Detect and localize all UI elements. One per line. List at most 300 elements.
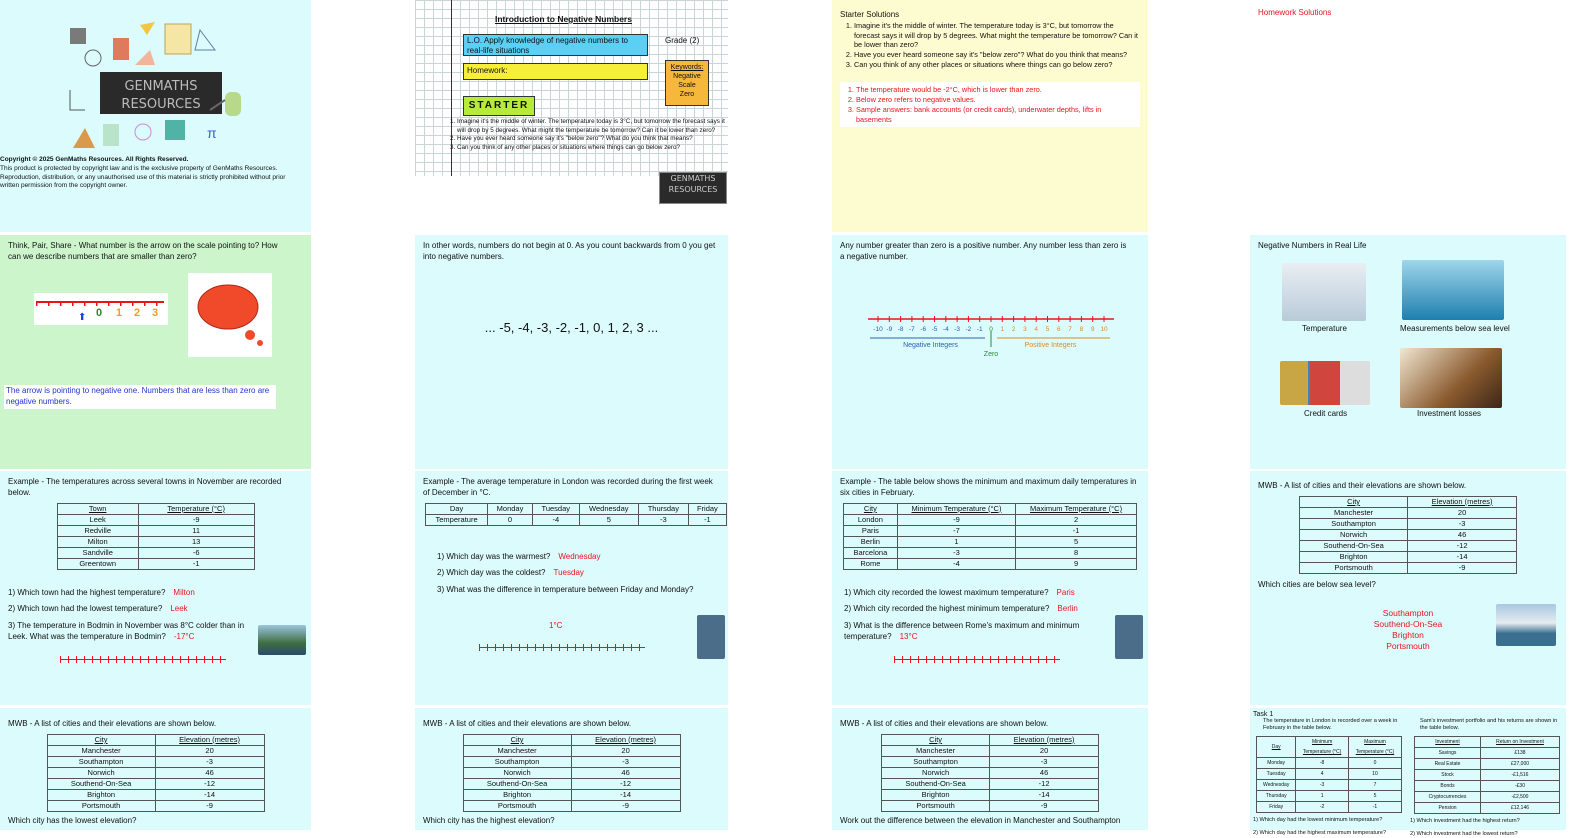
small-number-line	[894, 655, 1060, 671]
calculator-icon	[113, 38, 129, 60]
table-cell: Cryptocurrencies	[1415, 792, 1481, 803]
table-row	[463, 767, 680, 778]
real-life-label: Investment losses	[1417, 409, 1482, 418]
slide-example-towns	[0, 471, 311, 705]
table-cell: 7	[1348, 780, 1401, 791]
slide-mwb-highest	[415, 708, 728, 830]
set-square-icon	[140, 22, 155, 35]
task1-left: The temperature in London is recorded over a week in February in the table below. Day Minimum Temperature (°C) Maximum Temperature (°C) Monday -8 0 Tuesday 4 10 Wednesday -3 7 Thursday 1 5 Friday -2 -1 1) Which day had the lowest minimum temperature? 2) Which day had the highest maximum temperature?	[1253, 718, 1405, 837]
keywords-box	[665, 60, 709, 106]
thermometer-snow-icon	[697, 615, 725, 659]
table-row	[882, 767, 1099, 778]
small-number-line	[60, 655, 226, 671]
question: 2) Which town had the lowest temperature?	[8, 604, 163, 614]
table-row	[47, 745, 264, 756]
table-row	[1257, 780, 1402, 791]
learning-objective: L.O. Apply knowledge of negative numbers to real-life situations	[463, 34, 648, 56]
homework-solutions-title: Homework Solutions	[1258, 8, 1332, 17]
table-row	[1415, 759, 1560, 770]
table-cell: Wednesday	[1257, 780, 1296, 791]
table-cell: Rome	[844, 558, 898, 569]
table-row	[1300, 551, 1517, 562]
table-cell: Friday	[1257, 802, 1296, 813]
question: 3) The temperature in Bodmin in November was 8°C colder than in Leek. What was the temperature in Bodmin?	[8, 621, 245, 641]
table-cell: Pension	[1415, 803, 1481, 814]
table-cell: 0	[488, 514, 533, 525]
table-cell: 0	[1348, 758, 1401, 769]
table-cell: Tuesday	[532, 503, 579, 514]
table-cell: 5	[579, 514, 638, 525]
scale-card	[34, 293, 168, 325]
table-cell: Manchester	[47, 745, 155, 756]
tick-label: 8	[1079, 326, 1084, 333]
integer-number-line	[866, 311, 1116, 371]
table-cell: -6	[138, 547, 254, 558]
example-cities-intro: Example - The table below shows the minimum and maximum daily temperatures in six cities in February.	[840, 477, 1137, 497]
slide-example-cities	[832, 471, 1148, 705]
mwb-intro: MWB - A list of cities and their elevations are shown below.	[840, 719, 1049, 728]
table-cell: 2	[1016, 514, 1137, 525]
cylinder-icon	[225, 92, 241, 116]
answer: Milton	[173, 587, 195, 597]
question: 1) Which day had the lowest minimum temperature?	[1253, 817, 1383, 823]
answer: Wednesday	[558, 551, 601, 561]
table-cell: -9	[1408, 562, 1517, 573]
homework-box: Homework:	[463, 63, 648, 80]
table-row	[1257, 758, 1402, 769]
table-row	[844, 536, 1137, 547]
slide-think-pair-share	[0, 235, 311, 469]
table-row	[57, 547, 254, 558]
zero-label: Zero	[983, 351, 999, 358]
real-life-label: Credit cards	[1304, 409, 1348, 418]
table-cell: Thursday	[638, 503, 688, 514]
protractor-icon	[85, 50, 101, 66]
table-cell: -9	[990, 800, 1099, 811]
table-cell: Paris	[844, 525, 898, 536]
real-life-label: Temperature	[1302, 324, 1347, 333]
london-feb-table	[1256, 736, 1402, 813]
starter-question: 1. Imagine it's the middle of winter. The temperature today is 3°C, but tomorrow the forecast says it will drop by 5 degrees. What might the temperature be tomorrow? Can it be lower than zero?	[457, 118, 735, 135]
elevation-table	[47, 734, 265, 812]
tick-label: -9	[886, 326, 893, 333]
table-cell: 1	[1296, 791, 1349, 802]
table-row	[1415, 792, 1560, 803]
svg-text:RESOURCES: RESOURCES	[121, 97, 201, 112]
table-cell: Real Estate	[1415, 759, 1481, 770]
other-words-text: In other words, numbers do not begin at 0. As you count backwards from 0 you get into negative numbers.	[423, 241, 716, 261]
table-row	[882, 756, 1099, 767]
table-row	[882, 778, 1099, 789]
question: 1) Which city recorded the lowest maximum temperature?	[844, 587, 1049, 597]
slide-real-life	[1250, 235, 1566, 469]
table-header: City	[1300, 496, 1408, 507]
answer: Berlin	[1057, 604, 1078, 614]
investment-photo	[1400, 348, 1502, 408]
table-cell: 5	[1348, 791, 1401, 802]
table-row	[844, 514, 1137, 525]
starter-answers	[842, 85, 1138, 124]
table-cell: Savings	[1415, 748, 1481, 759]
question: 2. Have you ever heard someone say it's "below zero"? What do you think that means?	[854, 50, 1140, 60]
table-cell: 46	[155, 767, 264, 778]
table-cell: -4	[897, 558, 1015, 569]
table-row	[57, 558, 254, 569]
table-cell: -3	[1296, 780, 1349, 791]
table-cell: -9	[138, 514, 254, 525]
tick-label: 7	[1068, 326, 1072, 333]
table-row	[844, 547, 1137, 558]
table-header: Minimum Temperature (°C)	[1296, 737, 1349, 758]
slide-homework-solutions	[1250, 0, 1566, 232]
table-row	[47, 778, 264, 789]
axes-icon	[70, 90, 85, 110]
table-row	[844, 525, 1137, 536]
table-cell: -1	[138, 558, 254, 569]
tick-label: 2	[1011, 326, 1016, 333]
table-cell: -12	[1408, 540, 1517, 551]
table-cell: 4	[1296, 769, 1349, 780]
example-london-intro: Example - The average temperature in London was recorded during the first week of December in °C.	[423, 477, 713, 497]
table-header: Day	[1257, 737, 1296, 758]
question: 3) What is the difference between Rome's maximum and minimum temperature?	[844, 621, 1080, 641]
answer: 3. Sample answers: bank accounts (or credit cards), underwater depths, lifts in basements	[856, 105, 1138, 125]
table-cell: 46	[1408, 529, 1517, 540]
negative-integers-label: Negative Integers	[903, 342, 958, 349]
table-cell: Brighton	[463, 789, 571, 800]
think-pair-prompt: Think, Pair, Share - What number is the arrow on the scale pointing to? How can we describe numbers that are smaller than zero?	[8, 241, 278, 261]
table-cell: -2	[1296, 802, 1349, 813]
table-header: Return on Investment	[1480, 737, 1559, 748]
table-cell: -9	[155, 800, 264, 811]
slide-example-london	[415, 471, 728, 705]
table-cell: -£1,516	[1480, 770, 1559, 781]
question: 3. Can you think of any other places or situations where things can go below zero?	[854, 60, 1140, 70]
pyramid-solid-icon	[73, 128, 95, 148]
table-cell: £27,000	[1480, 759, 1559, 770]
london-table	[425, 503, 727, 526]
table-cell: Manchester	[463, 745, 571, 756]
table-header: City	[882, 734, 990, 745]
tick-label: -10	[873, 326, 883, 333]
underwater-photo	[1402, 260, 1504, 320]
table-cell: Southampton	[1300, 518, 1408, 529]
table-cell: -1	[1016, 525, 1137, 536]
mwb-question: Work out the difference between the elevation in Manchester and Southampton	[840, 815, 1121, 825]
table-header: City	[463, 734, 571, 745]
table-cell: Barcelona	[844, 547, 898, 558]
small-number-line	[479, 643, 645, 659]
table-row	[1300, 540, 1517, 551]
table-cell: Portsmouth	[47, 800, 155, 811]
table-cell: 46	[571, 767, 680, 778]
table-cell: -4	[532, 514, 579, 525]
table-cell: Thursday	[1257, 791, 1296, 802]
table-row	[463, 789, 680, 800]
table-cell: Milton	[57, 536, 138, 547]
math-icons-cluster	[55, 20, 345, 170]
tick-label: 9	[1090, 326, 1095, 333]
table-cell: Brighton	[882, 789, 990, 800]
answer: 2. Below zero refers to negative values.	[856, 95, 1138, 105]
table-cell: -1	[688, 514, 726, 525]
elevation-table	[463, 734, 681, 812]
coast-photo	[1496, 604, 1556, 646]
keywords-title: Keywords:	[670, 64, 704, 71]
investment-table	[1414, 736, 1560, 814]
tick-label: -2	[965, 326, 972, 333]
slide-mwb-difference	[832, 708, 1148, 830]
table-row	[463, 778, 680, 789]
thought-bubble-icon	[188, 273, 272, 357]
table-cell: -12	[990, 778, 1099, 789]
towns-table: Town Temperature (°C) Leek -9 Redville 11 Milton 13 Sandville -6 Greentown -1	[57, 503, 255, 570]
elevation-table	[881, 734, 1099, 812]
question: 2) Which city recorded the highest minimum temperature?	[844, 604, 1050, 614]
table-cell: Stock	[1415, 770, 1481, 781]
svg-text:GENMATHS: GENMATHS	[124, 79, 198, 94]
positive-integers-label: Positive Integers	[1024, 342, 1077, 349]
table-cell: Monday	[1257, 758, 1296, 769]
table-row	[882, 800, 1099, 811]
table-cell: Bonds	[1415, 781, 1481, 792]
mwb-intro: MWB - A list of cities and their elevations are shown below.	[1258, 481, 1467, 490]
mwb-question: Which cities are below sea level?	[1258, 579, 1376, 589]
table-cell: -14	[155, 789, 264, 800]
tick-label: 4	[1034, 326, 1039, 333]
real-life-label: Measurements below sea level	[1400, 324, 1510, 333]
table-cell: Redville	[57, 525, 138, 536]
question: 3) What was the difference in temperature between Friday and Monday?	[437, 585, 694, 595]
paper-icon	[103, 124, 119, 146]
arrow-up-icon: ⬆	[78, 312, 87, 323]
table-cell: -3	[1408, 518, 1517, 529]
table-cell: Southend-On-Sea	[463, 778, 571, 789]
table-row	[463, 745, 680, 756]
answer: Paris	[1056, 587, 1075, 597]
table-cell: Monday	[488, 503, 533, 514]
slide-task1	[1250, 708, 1566, 837]
table-header: Maximum Temperature (°C)	[1348, 737, 1401, 758]
question: 2) Which investment had the lowest return?	[1410, 831, 1518, 837]
table-row	[844, 558, 1137, 569]
slide-positive-negative	[832, 235, 1148, 469]
table-cell: Norwich	[47, 767, 155, 778]
table-cell: £138	[1480, 748, 1559, 759]
table-cell: Southampton	[882, 756, 990, 767]
table-row	[882, 745, 1099, 756]
table-cell: 20	[1408, 507, 1517, 518]
scale-label: 2	[134, 307, 141, 319]
table-header: Elevation (metres)	[990, 734, 1099, 745]
table-cell: 9	[1016, 558, 1137, 569]
scale-label: 1	[116, 307, 123, 319]
elevation-table	[1299, 496, 1517, 574]
sea-level-answers: Southampton Southend-On-Sea Brighton Portsmouth	[1373, 608, 1443, 651]
table-cell: 20	[571, 745, 680, 756]
answer: -17°C	[173, 631, 195, 641]
table-cell: Day	[426, 503, 488, 514]
table-cell: Leek	[57, 514, 138, 525]
table-cell: Portsmouth	[882, 800, 990, 811]
question: 1) Which town had the highest temperature?	[8, 587, 166, 597]
table-row	[1300, 529, 1517, 540]
table-cell: -3	[990, 756, 1099, 767]
think-pair-answer: The arrow is pointing to negative one. Numbers that are less than zero are negative numbers.	[4, 385, 276, 409]
credit-cards-photo	[1280, 361, 1370, 405]
table-cell: 8	[1016, 547, 1137, 558]
table-row	[463, 756, 680, 767]
keyword: Negative	[673, 73, 701, 80]
copyright-title: Copyright © 2025 GenMaths Resources. All Rights Reserved.	[0, 156, 189, 163]
table-row	[1300, 518, 1517, 529]
bodmin-photo	[258, 625, 306, 655]
graph-paper-icon	[165, 24, 191, 54]
question: 2) Which day was the coldest?	[437, 568, 546, 578]
table-cell: Norwich	[463, 767, 571, 778]
table-cell: -14	[571, 789, 680, 800]
starter-question: 2. Have you ever heard someone say it's "below zero"? What do you think that means?	[457, 135, 735, 144]
table-row	[1415, 781, 1560, 792]
pi-icon: π	[207, 125, 217, 141]
starter-solution-questions	[840, 21, 1140, 70]
table-cell: -£30	[1480, 781, 1559, 792]
table-cell: Southend-On-Sea	[1300, 540, 1408, 551]
tick-label: -3	[954, 326, 960, 333]
table-cell: Friday	[688, 503, 726, 514]
example-towns-intro: Example - The temperatures across several towns in November are recorded below.	[8, 477, 282, 497]
starter-questions	[445, 118, 735, 152]
table-cell: Manchester	[882, 745, 990, 756]
table-row	[47, 756, 264, 767]
table-cell: Wednesday	[579, 503, 638, 514]
tick-label: 1	[1000, 326, 1005, 333]
table-row	[1257, 769, 1402, 780]
tick-label: 3	[1023, 326, 1027, 333]
table-header: Investment	[1415, 737, 1481, 748]
table-cell: Brighton	[47, 789, 155, 800]
table-cell: Southampton	[463, 756, 571, 767]
table-cell: 46	[990, 767, 1099, 778]
table-cell: -1	[1348, 802, 1401, 813]
answer: Tuesday	[553, 568, 584, 578]
tick-label: -6	[920, 326, 927, 333]
mwb-question: Which city has the lowest elevation?	[8, 815, 137, 825]
slide-other-words	[415, 235, 728, 469]
table-cell: 20	[990, 745, 1099, 756]
table-cell: Manchester	[1300, 507, 1408, 518]
starter-question: 3. Can you think of any other places or situations where things can go below zero?	[457, 144, 735, 153]
table-row	[463, 800, 680, 811]
answer: 13°C	[899, 631, 918, 641]
table-cell: -12	[571, 778, 680, 789]
table-cell: -14	[1408, 551, 1517, 562]
scale-label: 0	[96, 307, 103, 319]
table-cell: Norwich	[1300, 529, 1408, 540]
table-row	[47, 767, 264, 778]
table-row	[1257, 802, 1402, 813]
cities-table: City Minimum Temperature (°C) Maximum Temperature (°C) London -9 2 Paris -7 -1 Berlin 1 5 Barcelona -3 8 Rome -4 9	[843, 503, 1137, 570]
table-row	[1300, 562, 1517, 573]
mwb-intro: MWB - A list of cities and their elevations are shown below.	[423, 719, 632, 728]
slide-mwb-lowest	[0, 708, 311, 830]
keyword: Scale	[678, 82, 696, 89]
table-cell: -7	[897, 525, 1015, 536]
table-cell: Sandville	[57, 547, 138, 558]
table-cell: 13	[138, 536, 254, 547]
dice-icon	[70, 28, 86, 44]
table-cell: -9	[897, 514, 1015, 525]
cube-icon	[165, 120, 185, 140]
table-cell: -3	[638, 514, 688, 525]
table-header: Elevation (metres)	[155, 734, 264, 745]
table-cell: Temperature	[426, 514, 488, 525]
table-row	[57, 525, 254, 536]
tick-label: 6	[1056, 326, 1061, 333]
tick-label: -5	[931, 326, 938, 333]
starter-label: STARTER	[463, 96, 535, 116]
table-row	[1415, 770, 1560, 781]
question: 1) Which investment had the highest return?	[1410, 818, 1520, 824]
table-header: City	[47, 734, 155, 745]
table-cell: Portsmouth	[463, 800, 571, 811]
tick-label: 10	[1100, 326, 1108, 333]
table-row	[47, 800, 264, 811]
lesson-title: Introduction to Negative Numbers	[495, 14, 632, 24]
task1-right: Sam's investment portfolio and his returns are shown in the table below. Investment Return on Investment Savings £138 Real Estate £27,000 Stock -£1,516 Bonds -£30 Cryptocurrencies -£2,500 Pension £12,146 1) Which investment had the highest return? 2) Which investment had the lowest return?	[1410, 718, 1564, 838]
scale-label: 3	[152, 307, 159, 319]
table-row	[1300, 507, 1517, 518]
table-row	[47, 789, 264, 800]
table-cell: Norwich	[882, 767, 990, 778]
table-cell: Berlin	[844, 536, 898, 547]
tick-label: 5	[1045, 326, 1050, 333]
table-cell: £12,146	[1480, 803, 1559, 814]
question: 1. Imagine it's the middle of winter. The temperature today is 3°C, but tomorrow the forecast says it will drop by 5 degrees. What might the temperature be tomorrow? Can it be lower than zero?	[854, 21, 1140, 51]
question: 1) Which day was the warmest?	[437, 551, 551, 561]
table-cell: -9	[571, 800, 680, 811]
table-cell: -£2,500	[1480, 792, 1559, 803]
tick-label: -8	[897, 326, 904, 333]
table-cell: -12	[155, 778, 264, 789]
table-cell: Greentown	[57, 558, 138, 569]
table-row	[1415, 748, 1560, 759]
mwb-question: Which city has the highest elevation?	[423, 815, 555, 825]
tick-label: -7	[909, 326, 915, 333]
venn-icon	[135, 124, 151, 140]
table-cell: Tuesday	[1257, 769, 1296, 780]
table-cell: 20	[155, 745, 264, 756]
slide-title	[415, 0, 728, 194]
table-cell: 1	[897, 536, 1015, 547]
slide-starter-solutions	[832, 0, 1148, 232]
table-cell: -3	[897, 547, 1015, 558]
pyramid-icon	[135, 50, 155, 65]
table-row	[57, 514, 254, 525]
number-sequence: ... -5, -4, -3, -2, -1, 0, 1, 2, 3 ...	[484, 320, 659, 335]
table-row	[1415, 803, 1560, 814]
table-row	[1257, 791, 1402, 802]
keyword: Zero	[679, 91, 695, 98]
table-cell: -3	[155, 756, 264, 767]
task-title: Task 1	[1253, 711, 1274, 718]
triangle-icon	[195, 30, 215, 50]
thought-card	[188, 273, 272, 357]
thermometer-snow-icon	[1115, 615, 1143, 659]
question: 2) Which day had the highest maximum temperature?	[1253, 830, 1387, 836]
table-cell: -8	[1296, 758, 1349, 769]
table-cell: Southampton	[47, 756, 155, 767]
